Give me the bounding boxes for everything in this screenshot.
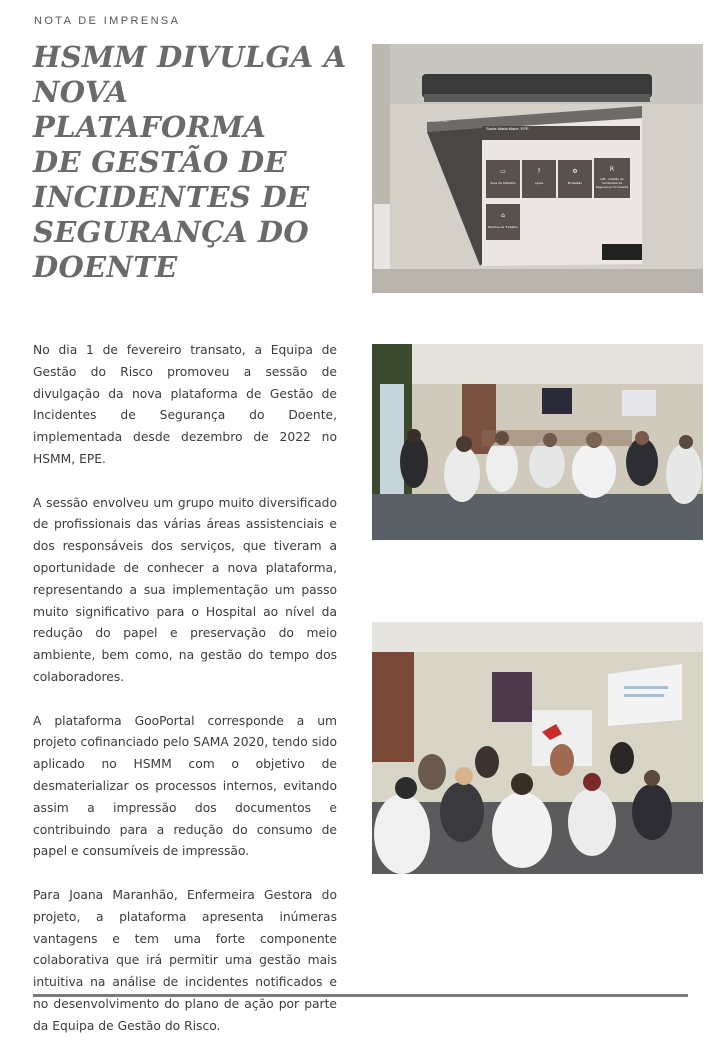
tile-ajuda — [522, 160, 556, 198]
bottom-divider — [33, 994, 688, 997]
paragraph: A sessão envolveu um grupo muito diversificado de profissionais das várias áreas assistenciais e dos responsáveis dos serviços, que tiveram a oportunidade de conhecer a nova plataforma, representando a sua implementação um passo muito significativo para o Hospital ao nível da redução do papel e preservação do meio ambiente, bem como, na gestão do tempo dos colaboradores. — [33, 495, 337, 684]
home-icon: ⌂ — [501, 212, 505, 219]
title-line: INCIDENTES DE — [33, 180, 310, 214]
monitor-icon: ▭ — [500, 168, 506, 175]
tile-label: BI Gestão — [567, 181, 583, 185]
tile-label: Área de Trabalho — [490, 181, 516, 185]
app-title: Santa Maria Maior, EPE — [486, 126, 529, 131]
help-icon: ? — [537, 168, 541, 175]
tile-pedidos — [486, 204, 520, 240]
paragraph: Para Joana Maranhão, Enfermeira Gestora do projeto, a plataforma apresenta inúmeras vantagens e tem uma forte componente colaborativa que irá permitir uma gestão mais intuitiva na análise de incidentes notificados e no desenvolvimento do plano de ação por parte da Equipa de Gestão do Risco. — [33, 887, 337, 1033]
tile-label: Ajuda — [534, 181, 544, 185]
tile-gie — [594, 158, 630, 198]
sidebar-title: GESTÃO — [432, 118, 449, 123]
tile-bi-gestao — [558, 160, 592, 198]
paragraph: A plataforma GooPortal corresponde a um projeto cofinanciado pelo SAMA 2020, tendo sido aplicado no HSMM com o objetivo de desmaterializar os processos internos, evitando assim a impressão dos documentos e contribuindo para a redução do consumo de papel e consumíveis de impressão. — [33, 713, 337, 859]
kicker-label: NOTA DE IMPRENSA — [34, 15, 181, 27]
tile-area-trabalho — [486, 160, 520, 198]
audience-photo-illustration — [372, 344, 703, 540]
tile-label: Pedidos de Trabalho — [487, 225, 519, 229]
title-line: HSMM DIVULGA A — [33, 40, 347, 74]
photo-audience-projection — [372, 622, 703, 874]
title-line: DE GESTÃO DE — [33, 145, 287, 179]
title-line: DOENTE — [33, 250, 178, 284]
photo-projector-screen — [372, 44, 703, 293]
paragraph: No dia 1 de fevereiro transato, a Equipa de Gestão do Risco promoveu a sessão de divulgação da nova plataforma de Gestão de Incidentes de Segurança do Doente, implementada desde dezembro de 2022 no HSMM, EPE. — [33, 343, 337, 466]
tile-label: GIE - Gestão de Incidentes de Segurança do Doente — [595, 177, 629, 189]
r-icon: R — [609, 166, 615, 173]
page-title — [33, 40, 353, 285]
article-body — [33, 340, 337, 1059]
title-line: SEGURANÇA DO — [33, 215, 309, 249]
title-line: NOVA PLATAFORMA — [33, 75, 267, 144]
photo-audience-side — [372, 344, 703, 540]
gear-icon: ⚙ — [572, 168, 578, 175]
session-photo-illustration — [372, 622, 703, 874]
